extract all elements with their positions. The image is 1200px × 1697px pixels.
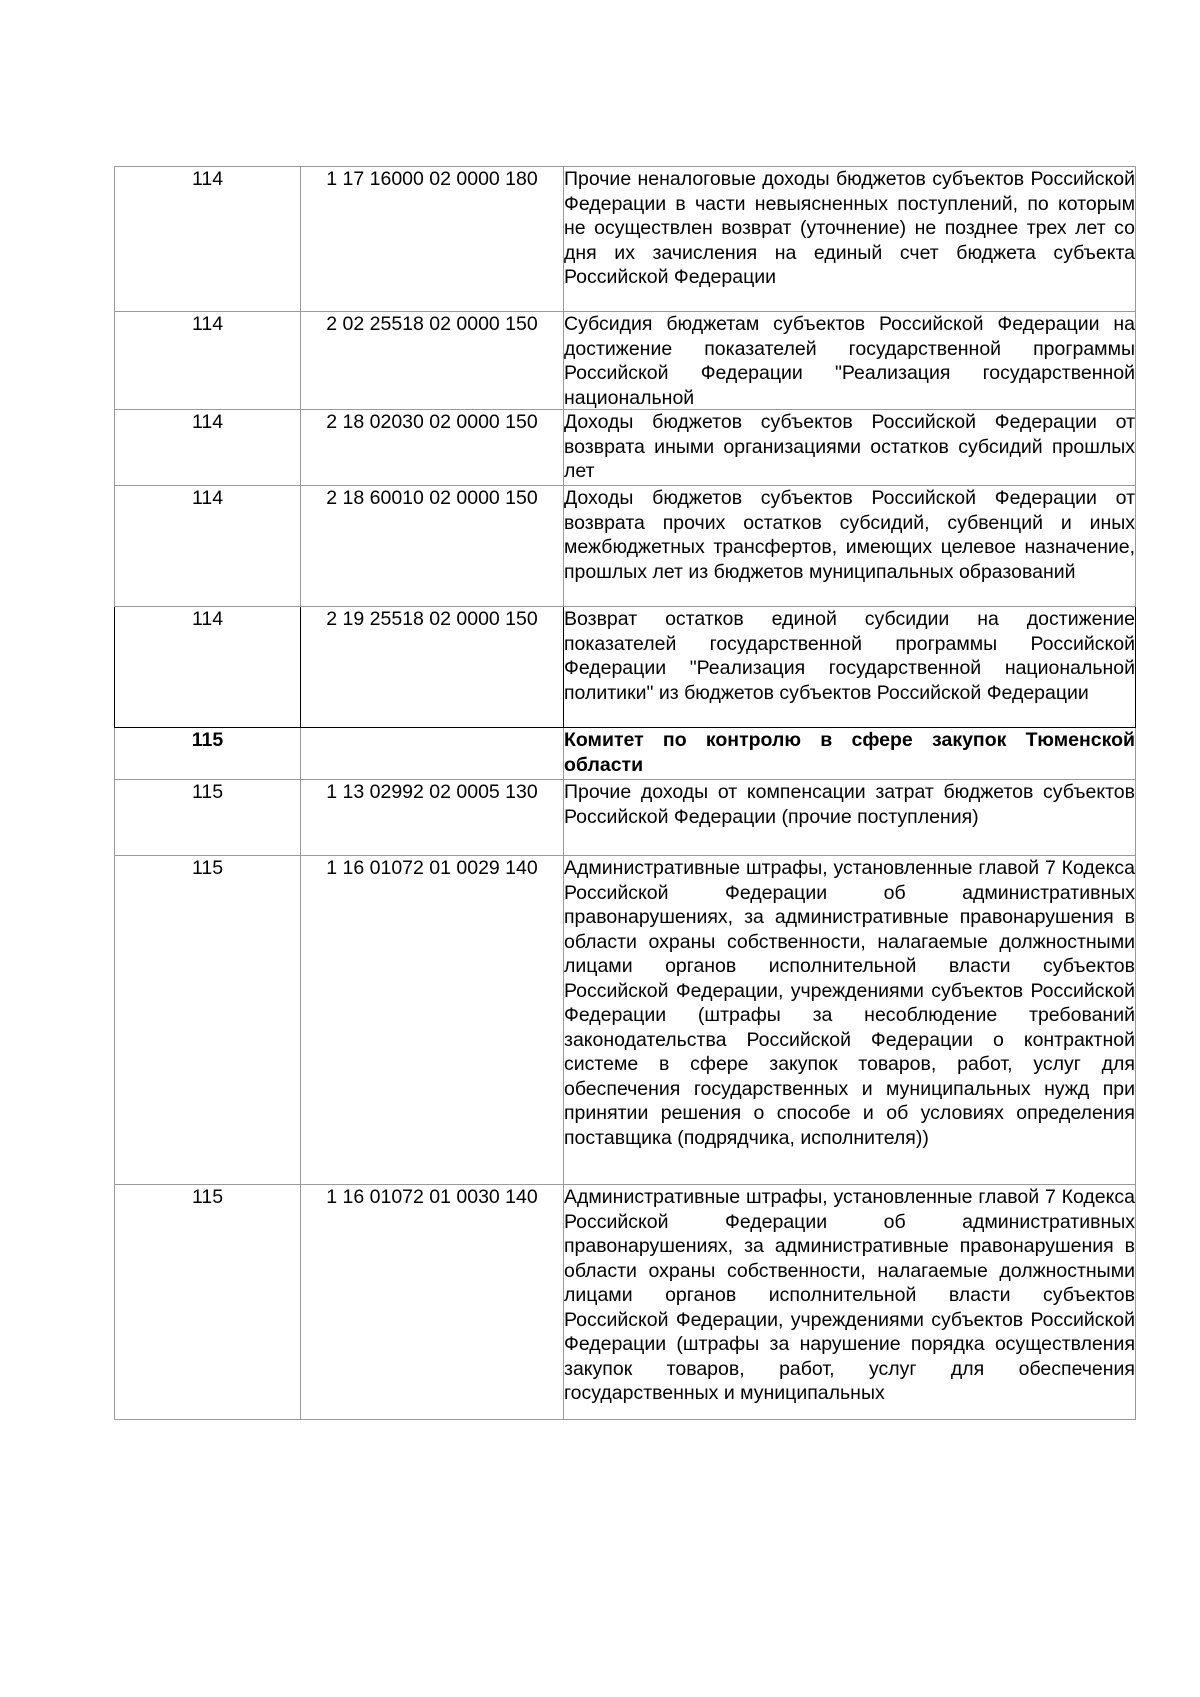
revenue-name-text: Административные штрафы, установленные главой 7 Кодекса Российской Федерации об административных правонарушениях, за административные правонарушения в области охраны собственности, налагаемые должностными лицами органов исполнительной власти субъектов Российской Федерации, учреждениями субъектов Российской Федерации (штрафы за нарушение порядка осуществления закупок товаров, работ, услуг для обеспечения государственных и муниципальных — [564, 1186, 1135, 1404]
admin-code-cell: 114 — [115, 607, 301, 728]
section-title-text: Комитет по контролю в сфере закупок Тюменской области — [564, 729, 1135, 776]
revenue-name-cell — [564, 486, 1136, 607]
section-title-cell — [564, 728, 1136, 780]
budget-code-cell: 2 18 60010 02 0000 150 — [301, 486, 564, 607]
revenue-name-cell — [564, 410, 1136, 486]
table-row-highlighted — [115, 607, 1136, 728]
revenue-name-text: Возврат остатков единой субсидии на достижение показателей государственной программы Российской Федерации "Реализация государственной национальной политики" из бюджетов субъектов Российской Федерации — [564, 608, 1135, 704]
revenue-name-cell — [564, 780, 1136, 856]
revenue-name-cell — [564, 312, 1136, 410]
budget-code-cell: 1 17 16000 02 0000 180 — [301, 167, 564, 312]
table-row — [115, 312, 1136, 410]
table-row — [115, 856, 1136, 1185]
revenue-codes-table — [114, 166, 1136, 1420]
budget-code-cell: 2 02 25518 02 0000 150 — [301, 312, 564, 410]
revenue-name-text: Административные штрафы, установленные главой 7 Кодекса Российской Федерации об административных правонарушениях, за административные правонарушения в области охраны собственности, налагаемые должностными лицами органов исполнительной власти субъектов Российской Федерации, учреждениями субъектов Российской Федерации (штрафы за несоблюдение требований законодательства Российской Федерации о контрактной системе в сфере закупок товаров, работ, услуг для обеспечения государственных и муниципальных нужд при принятии решения о способе и об условиях определения поставщика (подрядчика, исполнителя)) — [564, 857, 1135, 1149]
revenue-name-cell — [564, 1185, 1136, 1420]
section-header-row — [115, 728, 1136, 780]
admin-code-cell: 115 — [115, 780, 301, 856]
revenue-name-text: Прочие неналоговые доходы бюджетов субъектов Российской Федерации в части невыясненных поступлений, по которым не осуществлен возврат (уточнение) не позднее трех лет со дня их зачисления на единый счет бюджета субъекта Российской Федерации — [564, 168, 1135, 288]
table-row — [115, 1185, 1136, 1420]
revenue-name-text: Доходы бюджетов субъектов Российской Федерации от возврата иными организациями остатков субсидий прошлых лет — [564, 411, 1135, 482]
revenue-name-cell — [564, 856, 1136, 1185]
table-row — [115, 167, 1136, 312]
budget-code-cell: 1 16 01072 01 0029 140 — [301, 856, 564, 1185]
admin-code-cell: 114 — [115, 167, 301, 312]
budget-code-cell: 1 16 01072 01 0030 140 — [301, 1185, 564, 1420]
table-row — [115, 486, 1136, 607]
revenue-name-text: Субсидия бюджетам субъектов Российской Федерации на достижение показателей государственной программы Российской Федерации "Реализация государственной национальной — [564, 313, 1135, 409]
admin-code-cell: 114 — [115, 486, 301, 607]
admin-code-cell: 115 — [115, 728, 301, 780]
admin-code-cell: 115 — [115, 1185, 301, 1420]
budget-code-cell: 2 19 25518 02 0000 150 — [301, 607, 564, 728]
admin-code-cell: 114 — [115, 312, 301, 410]
revenue-name-cell — [564, 167, 1136, 312]
table-row — [115, 780, 1136, 856]
budget-code-cell: 1 13 02992 02 0005 130 — [301, 780, 564, 856]
revenue-name-text: Прочие доходы от компенсации затрат бюджетов субъектов Российской Федерации (прочие поступления) — [564, 781, 1135, 828]
admin-code-cell: 115 — [115, 856, 301, 1185]
budget-code-cell — [301, 728, 564, 780]
budget-code-cell: 2 18 02030 02 0000 150 — [301, 410, 564, 486]
table-row — [115, 410, 1136, 486]
admin-code-cell: 114 — [115, 410, 301, 486]
revenue-name-cell — [564, 607, 1136, 728]
revenue-name-text: Доходы бюджетов субъектов Российской Федерации от возврата прочих остатков субсидий, субвенций и иных межбюджетных трансфертов, имеющих целевое назначение, прошлых лет из бюджетов муниципальных образований — [564, 487, 1135, 583]
